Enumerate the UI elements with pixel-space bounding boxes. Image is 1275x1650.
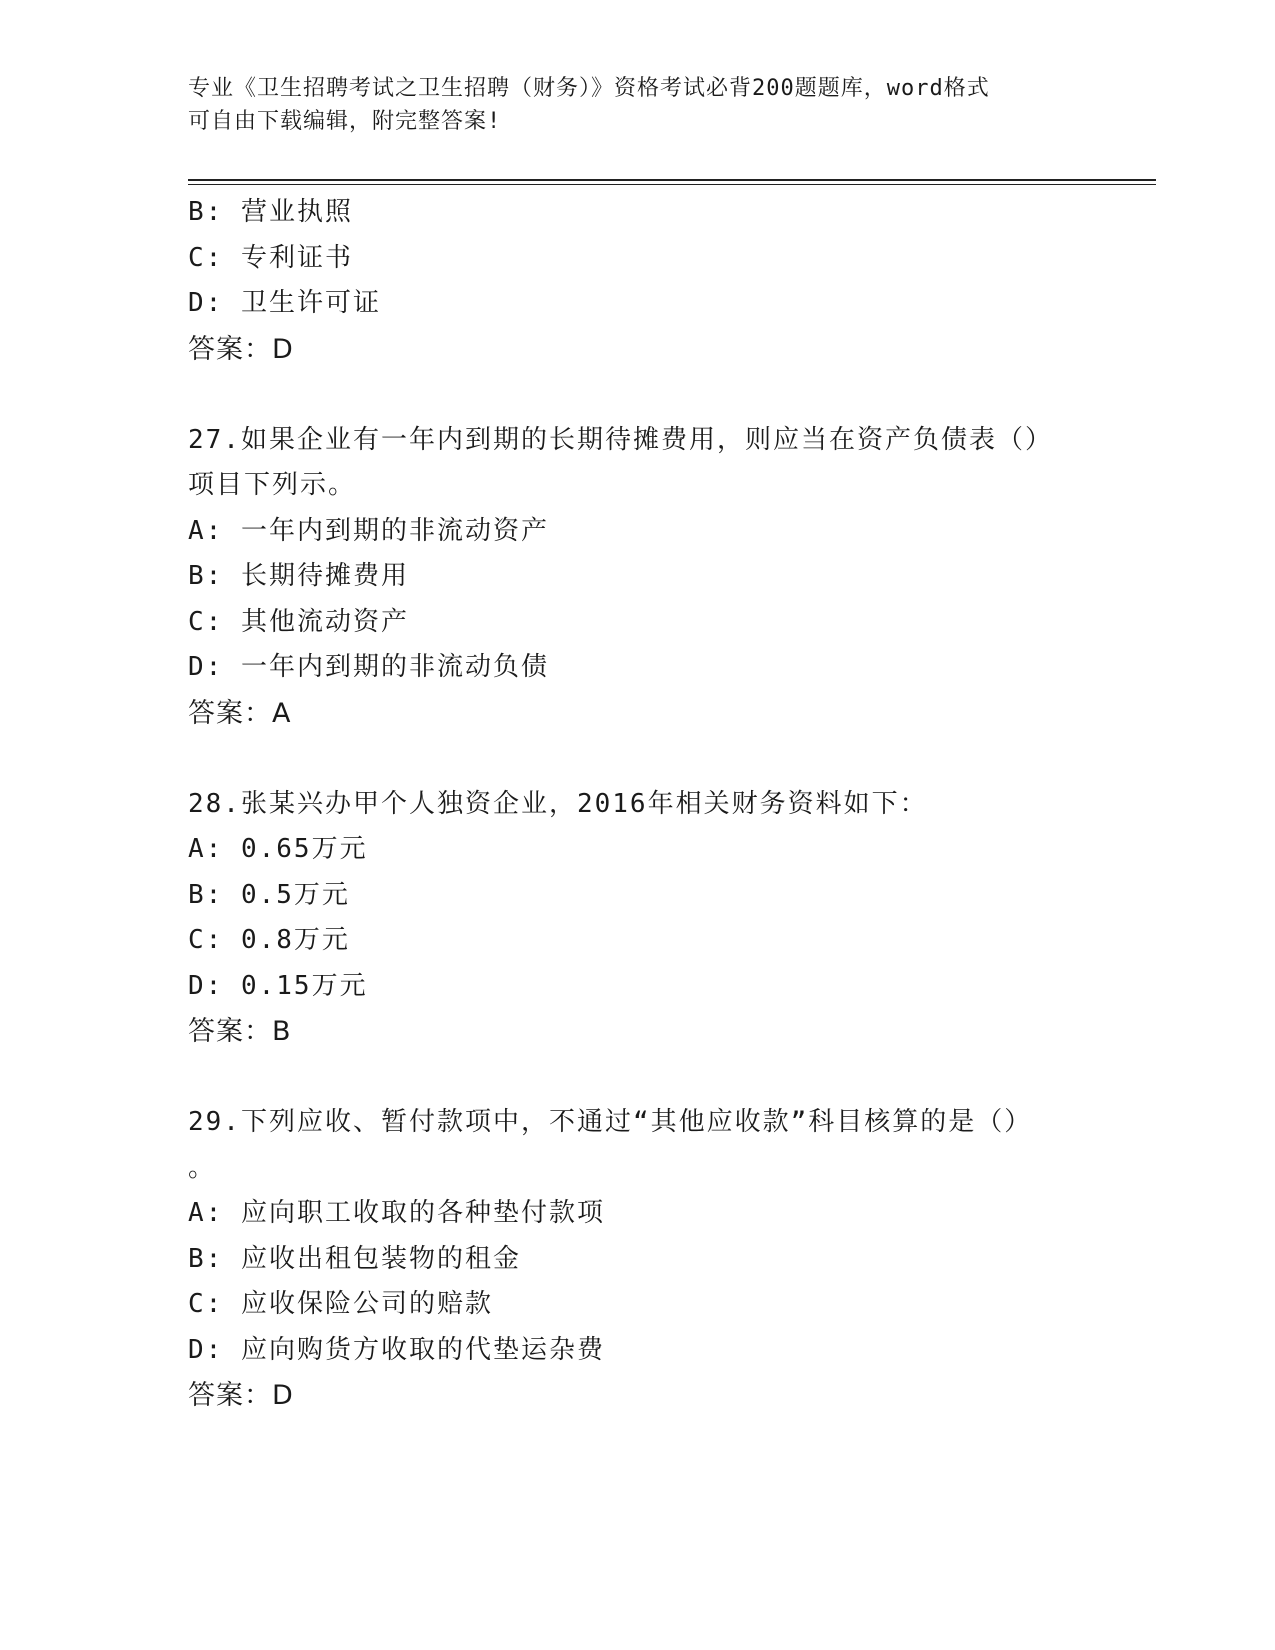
- question-29: [188, 1100, 1088, 1419]
- option-c: C: 专利证书: [188, 242, 353, 273]
- question-text-continued: 项目下列示。: [188, 470, 357, 500]
- option-b: B: 长期待摊费用: [188, 561, 409, 591]
- question-list: [188, 190, 1088, 1419]
- option-d: D: 0.15万元: [188, 970, 368, 1001]
- spacer: [188, 736, 1088, 782]
- option-a: A: 一年内到期的非流动资产: [188, 515, 549, 546]
- answer: 答案：B: [188, 1016, 292, 1047]
- option-c: C: 应收保险公司的赔款: [188, 1289, 493, 1319]
- question-26-continuation: [188, 190, 1088, 372]
- spacer: [188, 1055, 1088, 1101]
- option-d: D: 一年内到期的非流动负债: [188, 652, 549, 682]
- header-title-line-1: 专业《卫生招聘考试之卫生招聘（财务）》资格考试必背200题题库，word格式: [188, 76, 990, 101]
- question-text-continued: 。: [188, 1152, 217, 1183]
- header-divider-thick: [188, 179, 1156, 181]
- question-text: 28.张某兴办甲个人独资企业，2016年相关财务资料如下：: [188, 788, 928, 819]
- option-b: B: 应收出租包装物的租金: [188, 1243, 521, 1274]
- question-text: 29.下列应收、暂付款项中，不通过“其他应收款”科目核算的是（）: [188, 1107, 1033, 1137]
- option-c: C: 其他流动资产: [188, 606, 409, 637]
- answer: 答案：A: [188, 697, 292, 729]
- option-b: B: 营业执照: [188, 197, 353, 227]
- header-title-line-2: 可自由下载编辑，附完整答案!: [188, 109, 502, 134]
- option-a: A: 0.65万元: [188, 834, 368, 864]
- question-27: [188, 418, 1088, 737]
- spacer: [188, 372, 1088, 418]
- answer: 答案：D: [188, 333, 294, 365]
- option-d: D: 卫生许可证: [188, 288, 381, 318]
- option-b: B: 0.5万元: [188, 879, 350, 910]
- question-text: 27.如果企业有一年内到期的长期待摊费用，则应当在资产负债表（）: [188, 424, 1053, 455]
- question-28: [188, 782, 1088, 1055]
- option-a: A: 应向职工收取的各种垫付款项: [188, 1198, 605, 1228]
- document-header: [188, 72, 1068, 138]
- option-d: D: 应向购货方收取的代垫运杂费: [188, 1334, 605, 1365]
- option-c: C: 0.8万元: [188, 925, 350, 955]
- header-divider-thin: [188, 184, 1156, 185]
- answer: 答案：D: [188, 1380, 294, 1411]
